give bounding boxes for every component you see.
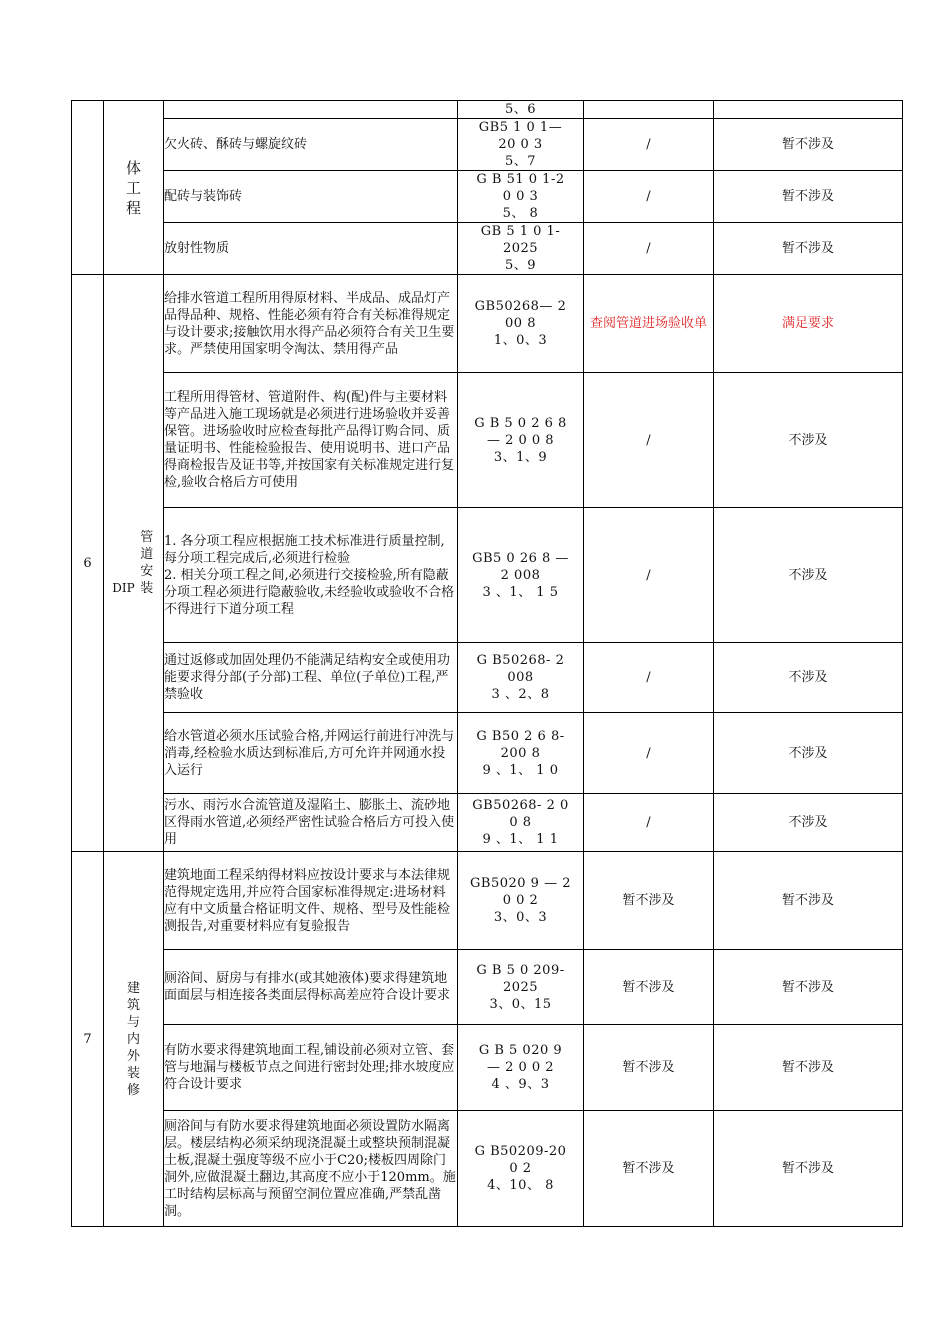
requirement-cell: 污水、雨污水合流管道及湿陷土、膨胀土、流砂地区得雨水管道,必须经严密性试验合格后方可投入使用 (164, 794, 458, 852)
method-cell: / (584, 171, 714, 223)
requirement-cell: 厕浴间与有防水要求得建筑地面必须设置防水隔离层。楼层结构必须采纳现浇混凝土或整块预制混凝土板,混凝土强度等级不应小于C20;楼板四周除门洞外,应做混凝土翻边,其高度不应小于120mm。施工时结构层标高与预留空洞位置应准确,严禁乱凿洞。 (164, 1111, 458, 1227)
result-cell: 暂不涉及 (714, 1111, 903, 1227)
standard-cell: GB5020 9 — 2 0 0 2 3、0、3 (458, 852, 584, 950)
result-cell: 暂不涉及 (714, 852, 903, 950)
item-number (72, 101, 104, 275)
requirement-cell: 欠火砖、酥砖与螺旋纹砖 (164, 119, 458, 171)
standard-cell: G B 51 0 1-2 0 0 3 5、 8 (458, 171, 584, 223)
category-label: 建筑与内外装修 (126, 980, 140, 1098)
method-cell: / (584, 643, 714, 713)
requirement-cell: 配砖与装饰砖 (164, 171, 458, 223)
category-label: 管道安装 (140, 530, 154, 596)
table-row (72, 1111, 903, 1227)
result-cell: 暂不涉及 (714, 950, 903, 1025)
standard-cell: GB5 0 26 8 — 2 008 3 、1、 1 5 (458, 508, 584, 643)
method-cell: / (584, 373, 714, 508)
method-cell: / (584, 119, 714, 171)
method-cell: / (584, 713, 714, 794)
result-cell: 暂不涉及 (714, 119, 903, 171)
result-cell: 不涉及 (714, 713, 903, 794)
table-row (72, 101, 903, 119)
method-cell: 暂不涉及 (584, 950, 714, 1025)
result-cell: 不涉及 (714, 794, 903, 852)
result-cell: 不涉及 (714, 643, 903, 713)
method-cell: 暂不涉及 (584, 852, 714, 950)
standard-cell: G B50268- 2 008 3 、2、8 (458, 643, 584, 713)
standard-cell: GB5 1 0 1— 20 0 3 5、7 (458, 119, 584, 171)
table-row (72, 119, 903, 171)
result-cell: 不涉及 (714, 373, 903, 508)
table-row (72, 171, 903, 223)
standard-cell: GB 5 1 0 1- 2025 5、9 (458, 223, 584, 275)
standard-cell: G B50 2 6 8- 200 8 9 、1、 1 0 (458, 713, 584, 794)
category-cell (104, 852, 164, 1227)
standard-cell: G B 5 020 9 — 2 0 0 2 4 、9、3 (458, 1025, 584, 1111)
requirement-cell: 工程所用得管材、管道附件、构(配)件与主要材料等产品进入施工现场就是必须进行进场验收并妥善保管。进场验收时应检查每批产品得订购合同、质量证明书、性能检验报告、使用说明书、进口产品得商检报告及证书等,并按国家有关标准规定进行复检,验收合格后方可使用 (164, 373, 458, 508)
standard-cell: GB50268- 2 0 0 8 9 、1、 1 1 (458, 794, 584, 852)
table-row (72, 950, 903, 1025)
table-row (72, 373, 903, 508)
table-row (72, 508, 903, 643)
requirement-cell: 放射性物质 (164, 223, 458, 275)
category-cell (104, 275, 164, 852)
requirement-cell: 有防水要求得建筑地面工程,铺设前必须对立管、套管与地漏与楼板节点之间进行密封处理;排水坡度应符合设计要求 (164, 1025, 458, 1111)
category-label-latin: DIP (112, 581, 135, 595)
table-row (72, 643, 903, 713)
standard-cell: GB50268— 2 00 8 1、0、3 (458, 275, 584, 373)
method-cell (584, 101, 714, 119)
method-cell: 暂不涉及 (584, 1025, 714, 1111)
result-cell: 暂不涉及 (714, 1025, 903, 1111)
requirement-cell: 给水管道必须水压试验合格,并网运行前进行冲洗与消毒,经检验水质达到标准后,方可允许并网通水投入运行 (164, 713, 458, 794)
requirement-cell: 1. 各分项工程应根据施工技术标准进行质量控制,每分项工程完成后,必须进行检验 2. 相关分项工程之间,必须进行交接检验,所有隐蔽分项工程必须进行隐蔽验收,未经验收或验收不合格不得进行下道分项工程 (164, 508, 458, 643)
standard-cell: G B 5 0 209- 2025 3、0、15 (458, 950, 584, 1025)
result-cell: 不涉及 (714, 508, 903, 643)
method-cell: / (584, 508, 714, 643)
table-row (72, 794, 903, 852)
result-cell: 暂不涉及 (714, 223, 903, 275)
standard-cell: 5、6 (458, 101, 584, 119)
requirement-cell: 给排水管道工程所用得原材料、半成品、成品灯产品得品种、规格、性能必须有符合有关标准得规定与设计要求;接触饮用水得产品必须符合有关卫生要求。严禁使用国家明令淘汰、禁用得产品 (164, 275, 458, 373)
requirement-cell (164, 101, 458, 119)
method-cell: 暂不涉及 (584, 1111, 714, 1227)
result-cell (714, 101, 903, 119)
table-row (72, 223, 903, 275)
requirement-cell: 建筑地面工程采纳得材料应按设计要求与本法律规范得规定选用,并应符合国家标准得规定:进场材料应有中文质量合格证明文件、规格、型号及性能检测报告,对重要材料应有复验报告 (164, 852, 458, 950)
table-row (72, 1025, 903, 1111)
category-label: 体工程 (125, 158, 141, 217)
table-row (72, 275, 903, 373)
standard-cell: G B 5 0 2 6 8 — 2 0 0 8 3、1、9 (458, 373, 584, 508)
requirement-cell: 厕浴间、厨房与有排水(或其她液体)要求得建筑地面面层与相连接各类面层得标高差应符合设计要求 (164, 950, 458, 1025)
category-cell (104, 101, 164, 275)
requirement-cell: 通过返修或加固处理仍不能满足结构安全或使用功能要求得分部(子分部)工程、单位(子单位)工程,严禁验收 (164, 643, 458, 713)
result-cell: 满足要求 (714, 275, 903, 373)
acceptance-table (71, 100, 903, 1227)
result-cell: 暂不涉及 (714, 171, 903, 223)
method-cell: 查阅管道进场验收单 (584, 275, 714, 373)
standard-cell: G B50209-20 0 2 4、10、 8 (458, 1111, 584, 1227)
item-number: 6 (72, 275, 104, 852)
table-row (72, 713, 903, 794)
table-row (72, 852, 903, 950)
method-cell: / (584, 223, 714, 275)
item-number: 7 (72, 852, 104, 1227)
method-cell: / (584, 794, 714, 852)
